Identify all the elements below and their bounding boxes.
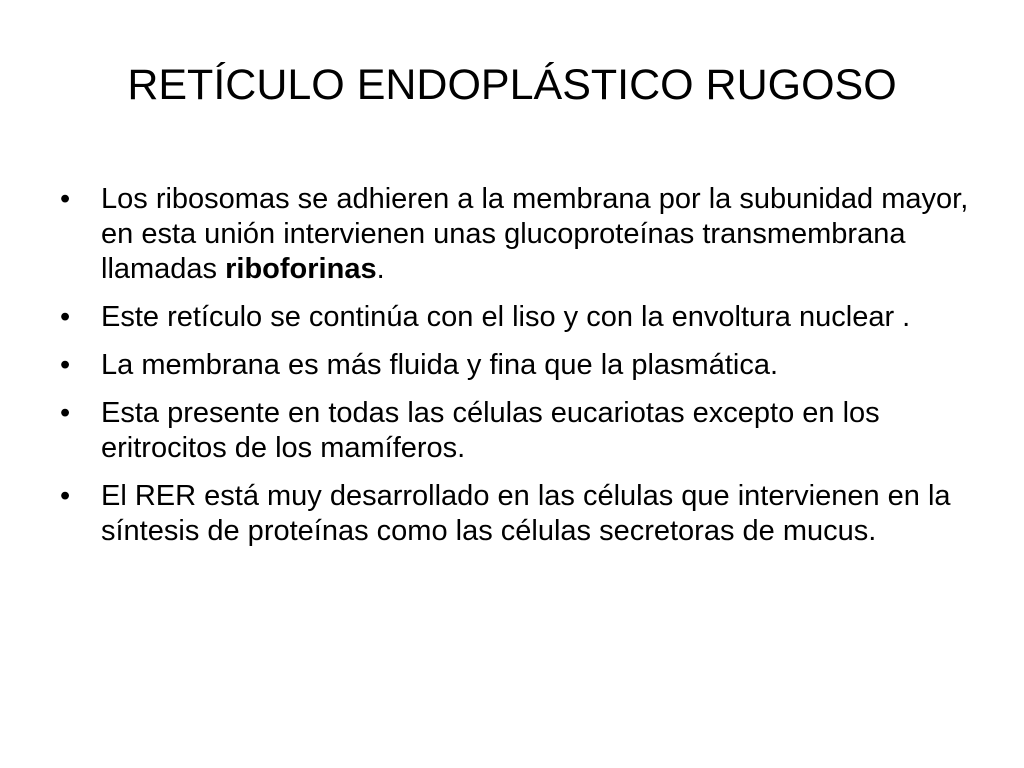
bullet-icon: • bbox=[60, 349, 71, 381]
bullet-item-presence bbox=[60, 396, 980, 466]
bullet-list bbox=[60, 182, 980, 562]
bullet-icon: • bbox=[60, 480, 71, 512]
bullet-item-riboforinas bbox=[60, 182, 980, 287]
bullet-text-end: . bbox=[376, 253, 385, 285]
bullet-item-development bbox=[60, 479, 980, 549]
bullet-item-membrane bbox=[60, 348, 980, 383]
bullet-bold-term: riboforinas bbox=[225, 253, 377, 285]
slide-title: RETÍCULO ENDOPLÁSTICO RUGOSO bbox=[127, 61, 897, 109]
bullet-icon: • bbox=[60, 183, 71, 215]
bullet-text: Este retículo se continúa con el liso y con la envoltura nuclear . bbox=[101, 301, 911, 333]
bullet-icon: • bbox=[60, 301, 71, 333]
bullet-text: La membrana es más fluida y fina que la plasmática. bbox=[101, 349, 779, 381]
bullet-text: El RER está muy desarrollado en las células que intervienen en la síntesis de proteínas como las células secretoras de mucus. bbox=[101, 480, 951, 547]
bullet-text: Esta presente en todas las células eucariotas excepto en los eritrocitos de los mamíferos. bbox=[101, 397, 880, 464]
bullet-item-continuity bbox=[60, 300, 980, 335]
bullet-icon: • bbox=[60, 397, 71, 429]
bullet-text: Los ribosomas se adhieren a la membrana por la subunidad mayor, en esta unión intervienen unas glucoproteínas transmembrana llamadas bbox=[101, 183, 969, 285]
